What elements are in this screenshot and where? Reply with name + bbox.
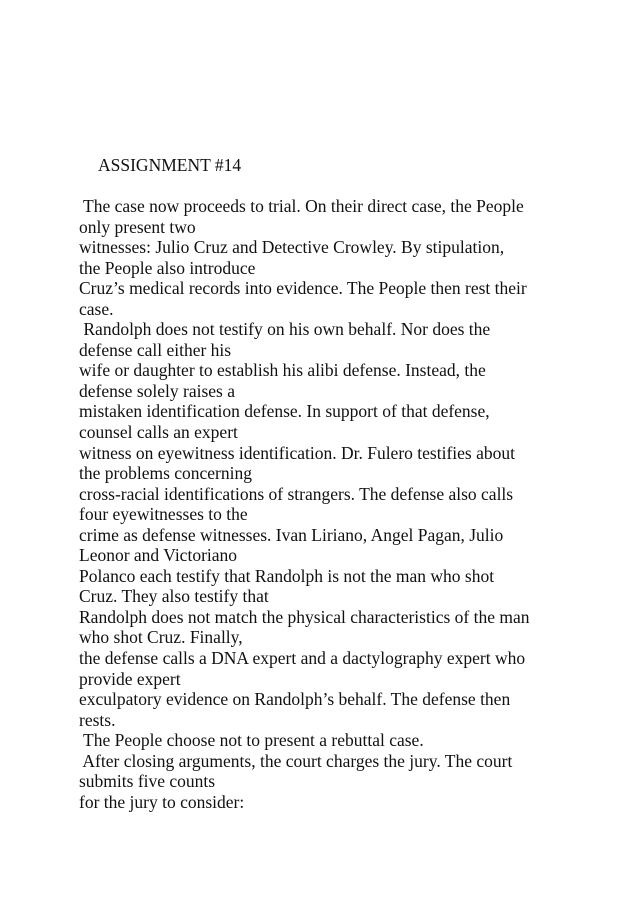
body-text-line: defense solely raises a bbox=[79, 380, 235, 401]
body-text-line: only present two bbox=[79, 216, 196, 237]
body-text-line: Cruz’s medical records into evidence. The People then rest their bbox=[79, 278, 527, 299]
body-text-line: After closing arguments, the court charges the jury. The court bbox=[79, 750, 513, 771]
body-text-line: mistaken identification defense. In support of that defense, bbox=[79, 401, 490, 422]
body-text-line: Cruz. They also testify that bbox=[79, 586, 269, 607]
body-text-line: wife or daughter to establish his alibi defense. Instead, the bbox=[79, 360, 486, 381]
body-text-line: cross-racial identifications of strangers. The defense also calls bbox=[79, 483, 514, 504]
body-text-line: crime as defense witnesses. Ivan Liriano, Angel Pagan, Julio bbox=[79, 524, 504, 545]
body-text-line: four eyewitnesses to the bbox=[79, 504, 248, 525]
body-text-line: Polanco each testify that Randolph is not the man who shot bbox=[79, 565, 495, 586]
body-text-line: The People choose not to present a rebuttal case. bbox=[79, 730, 424, 751]
body-text-line: rests. bbox=[79, 709, 116, 730]
body-text-line: for the jury to consider: bbox=[79, 791, 245, 812]
body-text-line: the People also introduce bbox=[79, 257, 256, 278]
body-text-line: Randolph does not testify on his own behalf. Nor does the bbox=[79, 319, 491, 340]
body-text-line: the problems concerning bbox=[79, 463, 253, 484]
body-text-line: The case now proceeds to trial. On their direct case, the People bbox=[79, 196, 524, 216]
body-text-line: Leonor and Victoriano bbox=[79, 545, 238, 566]
body-text-line: defense call either his bbox=[79, 339, 232, 360]
body-text-line: Randolph does not match the physical characteristics of the man bbox=[79, 606, 530, 627]
body-text-line: witness on eyewitness identification. Dr. Fulero testifies about bbox=[79, 442, 515, 463]
body-text-line: submits five counts bbox=[79, 771, 216, 792]
body-text-line: who shot Cruz. Finally, bbox=[79, 627, 243, 648]
assignment-title: ASSIGNMENT #14 bbox=[98, 155, 242, 175]
assignment-body bbox=[79, 196, 530, 812]
body-text-line: case. bbox=[79, 298, 114, 319]
body-text-line: witnesses: Julio Cruz and Detective Crowley. By stipulation, bbox=[79, 237, 505, 258]
body-text-line: exculpatory evidence on Randolph’s behalf. The defense then bbox=[79, 689, 511, 710]
body-text-line: the defense calls a DNA expert and a dactylography expert who bbox=[79, 648, 526, 669]
body-text-line: provide expert bbox=[79, 668, 181, 689]
body-text-line: counsel calls an expert bbox=[79, 422, 238, 443]
